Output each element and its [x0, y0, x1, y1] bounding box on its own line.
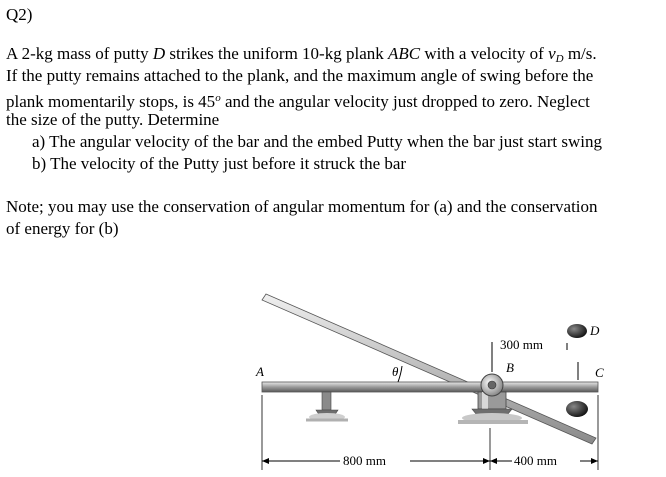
line1-text-c: with a velocity of	[420, 44, 549, 63]
pin-support-b	[458, 374, 528, 423]
dim-300-label: 300 mm	[500, 337, 543, 352]
putty-d	[567, 324, 587, 338]
label-c: C	[595, 365, 604, 380]
part-b: b) The velocity of the Putty just before it struck the bar	[32, 154, 407, 173]
label-b: B	[506, 360, 514, 375]
problem-line-4: the size of the putty. Determine	[6, 110, 220, 129]
dim-400-label: 400 mm	[514, 453, 557, 468]
angle-theta-label: θ	[392, 364, 399, 379]
velocity-subscript: D	[555, 53, 564, 65]
line1-text-b: strikes the uniform 10-kg plank	[165, 44, 388, 63]
velocity-unit: m/s.	[563, 44, 597, 63]
line3-text-b: and the angular velocity just dropped to zero. Neglect	[220, 92, 590, 111]
left-support	[306, 392, 348, 421]
problem-line-2: If the putty remains attached to the plank, and the maximum angle of swing before the	[6, 66, 594, 85]
plank-label: ABC	[388, 44, 421, 63]
label-d: D	[590, 323, 600, 338]
angle-arc	[398, 366, 402, 382]
line3-text-a: plank momentarily stops, is 45	[6, 92, 216, 111]
degree-superscript: o	[215, 92, 221, 104]
putty-label: D	[152, 44, 166, 63]
line1-text-a: A 2-kg mass of putty	[6, 44, 153, 63]
question-number: Q2)	[6, 5, 33, 24]
putty-on-plank	[566, 401, 588, 417]
part-a: a) The angular velocity of the bar and the embed Putty when the bar just start swing	[32, 132, 602, 151]
horizontal-plank	[262, 382, 598, 392]
dim-800-label: 800 mm	[343, 453, 386, 468]
label-a: A	[256, 364, 264, 379]
note-line-2: of energy for (b)	[6, 219, 119, 238]
velocity-symbol: v	[548, 44, 556, 63]
note-line-1: Note; you may use the conservation of angular momentum for (a) and the conservation	[6, 197, 598, 216]
